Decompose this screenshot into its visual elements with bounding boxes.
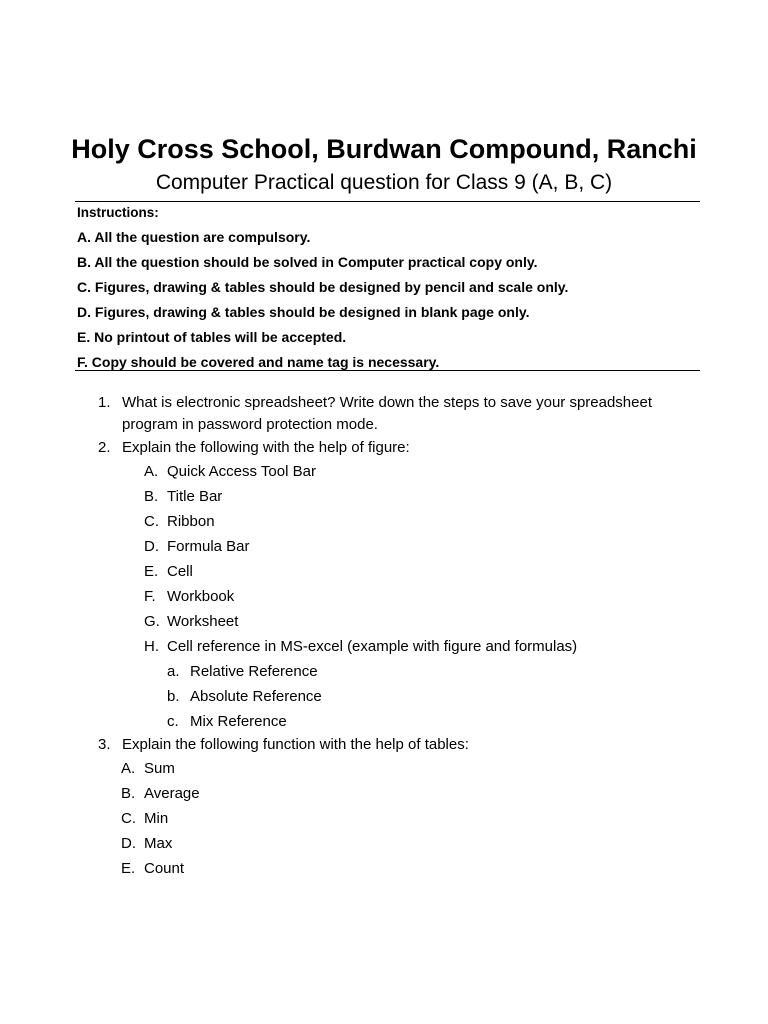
sub-item xyxy=(98,831,708,856)
sub-item-letter: C. xyxy=(144,513,159,530)
sub-item-letter: G. xyxy=(144,613,160,630)
sub-item-text: Sum xyxy=(144,760,175,777)
sub-item xyxy=(98,781,708,806)
question-list xyxy=(98,392,708,881)
sub-item-letter: H. xyxy=(144,638,159,655)
instruction-item: B. All the question should be solved in Computer practical copy only. xyxy=(77,254,538,270)
sub-item-letter: E. xyxy=(121,860,136,877)
sub-item-text: Min xyxy=(144,810,169,827)
question-text: What is electronic spreadsheet? Write down the steps to save your spreadsheet program in password protection mode. xyxy=(122,394,653,433)
sub-item-text: Title Bar xyxy=(167,488,223,505)
sub-sub-item xyxy=(98,659,708,684)
sub-item xyxy=(98,609,708,634)
sub-sub-item-text: Mix Reference xyxy=(190,713,287,730)
sub-item-letter: B. xyxy=(144,488,159,505)
page-subtitle: Computer Practical question for Class 9 (A, B, C) xyxy=(155,171,613,194)
sub-item xyxy=(98,559,708,584)
sub-item xyxy=(98,634,708,659)
instruction-item: D. Figures, drawing & tables should be designed in blank page only. xyxy=(77,304,530,320)
top-divider xyxy=(75,201,700,202)
sub-item-letter: A. xyxy=(121,760,136,777)
sub-item-text: Cell reference in MS-excel (example with figure and formulas) xyxy=(167,638,578,655)
instruction-item: F. Copy should be covered and name tag is necessary. xyxy=(77,354,440,370)
instruction-item: C. Figures, drawing & tables should be designed by pencil and scale only. xyxy=(77,279,569,295)
sub-item-text: Quick Access Tool Bar xyxy=(167,463,316,480)
sub-item-letter: A. xyxy=(144,463,159,480)
sub-sub-item-text: Absolute Reference xyxy=(190,688,322,705)
question-1 xyxy=(98,392,708,436)
question-3 xyxy=(98,734,708,756)
sub-item-letter: D. xyxy=(144,538,159,555)
sub-sub-item-text: Relative Reference xyxy=(190,663,318,680)
instruction-item: A. All the question are compulsory. xyxy=(77,229,311,245)
sub-sub-item-letter: c. xyxy=(167,713,179,730)
instructions-heading: Instructions: xyxy=(77,205,159,220)
sub-item-text: Ribbon xyxy=(167,513,215,530)
question-text: Explain the following function with the help of tables: xyxy=(122,736,469,753)
bottom-divider xyxy=(75,370,700,371)
school-title: Holy Cross School, Burdwan Compound, Ranchi xyxy=(71,134,697,164)
sub-item xyxy=(98,756,708,781)
sub-item-letter: F. xyxy=(144,588,156,605)
sub-item-text: Workbook xyxy=(167,588,235,605)
sub-item xyxy=(98,806,708,831)
sub-sub-item-letter: b. xyxy=(167,688,180,705)
instructions-block xyxy=(77,204,697,375)
sub-item xyxy=(98,509,708,534)
sub-item-text: Cell xyxy=(167,563,193,580)
question-2 xyxy=(98,437,708,459)
sub-item-text: Formula Bar xyxy=(167,538,250,555)
sub-sub-item xyxy=(98,684,708,709)
sub-item-letter: E. xyxy=(144,563,159,580)
sub-item xyxy=(98,856,708,881)
sub-item-text: Average xyxy=(144,785,200,802)
question-number: 1. xyxy=(98,394,111,411)
sub-sub-item-letter: a. xyxy=(167,663,180,680)
sub-item-letter: C. xyxy=(121,810,136,827)
question-number: 2. xyxy=(98,439,111,456)
sub-item xyxy=(98,484,708,509)
sub-item-text: Worksheet xyxy=(167,613,239,630)
sub-item xyxy=(98,584,708,609)
sub-sub-item xyxy=(98,709,708,734)
sub-item-letter: B. xyxy=(121,785,136,802)
sub-item-text: Count xyxy=(144,860,185,877)
question-number: 3. xyxy=(98,736,111,753)
sub-item-letter: D. xyxy=(121,835,136,852)
sub-item xyxy=(98,459,708,484)
question-text: Explain the following with the help of figure: xyxy=(122,439,410,456)
instruction-item: E. No printout of tables will be accepted. xyxy=(77,329,347,345)
sub-item xyxy=(98,534,708,559)
sub-item-text: Max xyxy=(144,835,173,852)
